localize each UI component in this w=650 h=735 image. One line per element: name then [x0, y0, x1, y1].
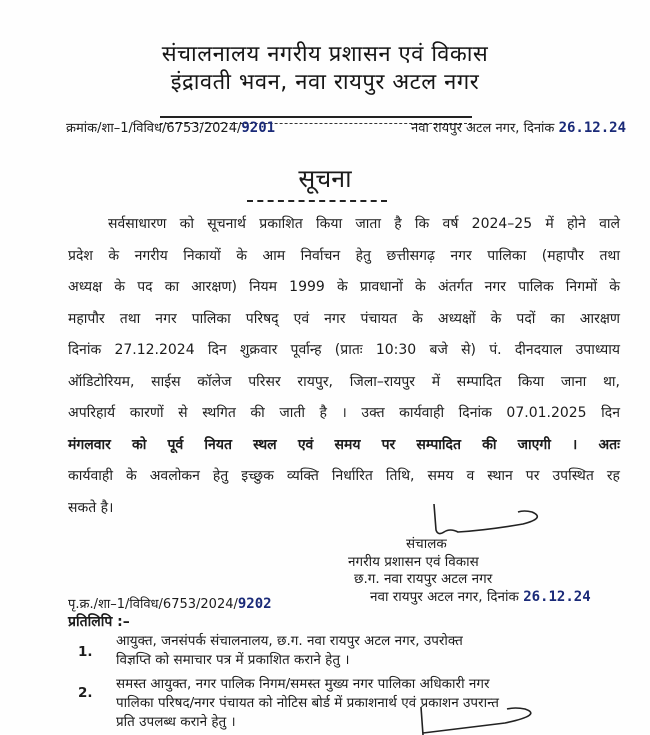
body-line: सर्वसाधारण को सूचनार्थ प्रकाशित किया जाता है कि वर्ष 2024–25 में होने वाले [108, 216, 620, 232]
endorsement-number-prefix: पृ.क्र./शा–1/विविध/6753/2024/ [68, 597, 238, 612]
copy-item-number: 2. [78, 685, 93, 701]
body-line-emphasis: मंगलवार को पूर्व नियत स्थल एवं समय पर सम्पादित की जाएगी । अतः [68, 436, 620, 453]
signatory-place-label: नवा रायपुर अटल नगर, दिनांक [370, 588, 519, 605]
title-underline [247, 200, 387, 202]
signatory-location: छ.ग. नवा रायपुर अटल नगर [354, 571, 493, 587]
reference-date-handwritten: 26.12.24 [558, 120, 626, 136]
endorsement-number [68, 594, 272, 612]
office-address: इंद्रावती भवन, नवा रायपुर अटल नगर [170, 70, 480, 95]
copy-item-line: प्रति उपलब्ध कराने हेतु । [116, 714, 236, 730]
signatory-date-handwritten: 26.12.24 [523, 588, 591, 605]
signatory-block [348, 536, 591, 606]
copy-item-line: समस्त आयुक्त, नगर पालिक निगम/समस्त मुख्य नगर पालिका अधिकारी नगर [116, 676, 490, 692]
office-name: संचालनालय नगरीय प्रशासन एवं विकास [161, 42, 489, 67]
body-line: अध्यक्ष के पद का आरक्षण) नियम 1999 के प्रावधानों के अंतर्गत नगर पालिक निगमों के [68, 279, 620, 295]
copy-item-text [116, 632, 626, 670]
signatory-place-date [348, 589, 591, 607]
signatory-department: नगरीय प्रशासन एवं विकास [348, 553, 479, 570]
copy-item-number: 1. [78, 644, 93, 660]
body-line: अपरिहार्य कारणों से स्थगित की जाती है । उक्त कार्यवाही दिनांक 07.01.2025 दिन [68, 405, 620, 421]
reference-number [66, 118, 275, 136]
signatory-designation: संचालक [406, 536, 447, 552]
reference-number-prefix: क्रमांक/शा–1/विविध/6753/2024/ [66, 121, 242, 136]
body-line: कार्यवाही के अवलोकन हेतु इच्छुक व्यक्ति निर्धारित तिथि, समय व स्थान पर उपस्थित रह [68, 468, 620, 484]
endorsement-number-handwritten: 9202 [237, 596, 272, 612]
copy-item-line: विज्ञप्ति को समाचार पत्र में प्रकाशित कराने हेतु । [116, 652, 350, 668]
notice-body [68, 209, 620, 524]
copy-item-text [116, 675, 626, 732]
copy-item-line: पालिका परिषद/नगर पंचायत को नोटिस बोर्ड में प्रकाशनार्थ एवं प्रकाशन उपरान्त [116, 695, 499, 711]
body-line: सकते है। [68, 499, 114, 516]
reference-number-handwritten: 9201 [241, 120, 276, 136]
body-line: दिनांक 27.12.2024 दिन शुक्रवार पूर्वान्ह (प्रातः 10:30 बजे से) पं. दीनदयाल उपाध्याय [68, 342, 620, 358]
body-line: ऑडिटोरियम, साईस कॉलेज परिसर रायपुर, जिला–रायपुर में सम्पादित किया जाना था, [68, 373, 620, 390]
reference-place-date [411, 118, 626, 136]
reference-place-label: नवा रायपुर अटल नगर, दिनांक [411, 121, 555, 136]
copy-to-label: प्रतिलिपि :– [68, 614, 130, 630]
endorsement-signature [415, 705, 545, 735]
director-signature [428, 500, 548, 540]
body-line: प्रदेश के नगरीय निकायों के आम निर्वाचन हेतु छत्तीसगढ़ नगर पालिका (महापौर तथा [68, 247, 620, 264]
notice-title: सूचना [298, 164, 352, 193]
copy-item-line: आयुक्त, जनसंपर्क संचालनालय, छ.ग. नवा रायपुर अटल नगर, उपरोक्त [116, 633, 463, 649]
body-line: महापौर तथा नगर पालिका परिषद् एवं नगर पंचायत के अध्यक्षों के पदों का आरक्षण [68, 310, 620, 327]
